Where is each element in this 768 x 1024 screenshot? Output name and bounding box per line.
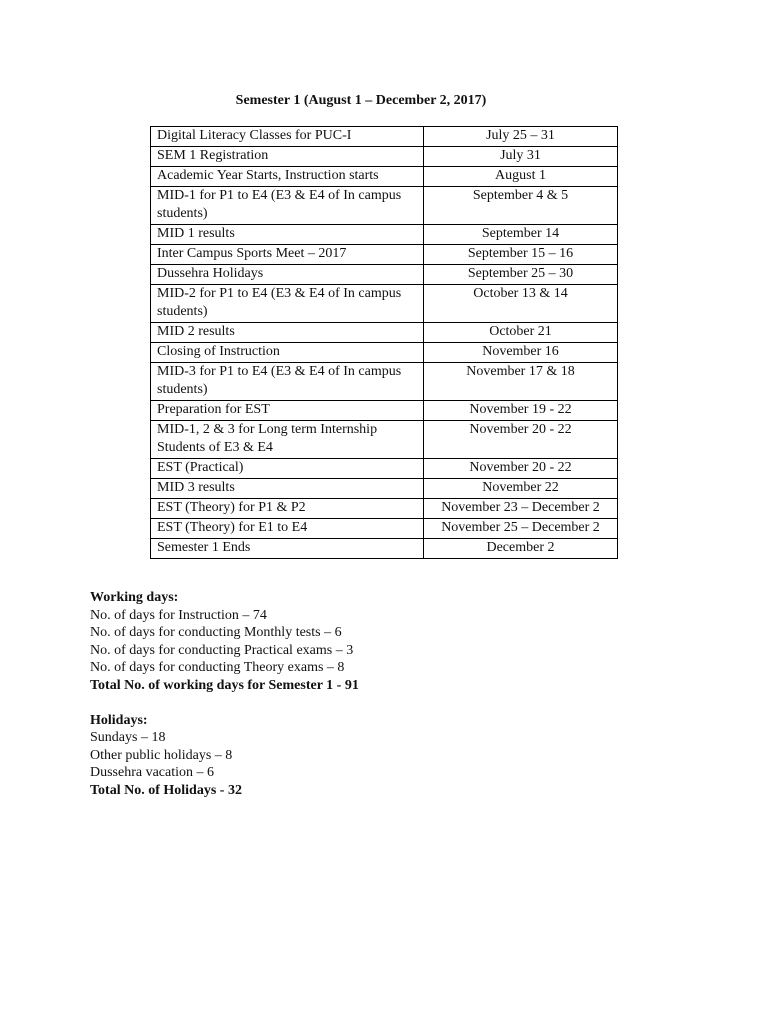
date-cell: November 23 – December 2: [424, 499, 618, 519]
table-row: [151, 479, 618, 499]
table-row: [151, 519, 618, 539]
table-row: [151, 539, 618, 559]
working-days-heading: Working days:: [90, 590, 179, 605]
table-row: [151, 245, 618, 265]
holidays-heading: Holidays:: [90, 712, 148, 728]
event-cell: Digital Literacy Classes for PUC-I: [151, 127, 424, 147]
date-cell: November 22: [424, 479, 618, 499]
event-cell: Preparation for EST: [151, 401, 424, 421]
table-row: [151, 401, 618, 421]
table-row: [151, 343, 618, 363]
table-row: [151, 187, 618, 225]
date-cell: July 25 – 31: [424, 127, 618, 147]
table-row: [151, 147, 618, 167]
summary-notes: [90, 589, 690, 800]
date-cell: November 20 - 22: [424, 459, 618, 479]
event-cell: Academic Year Starts, Instruction starts: [151, 167, 424, 187]
date-cell: November 16: [424, 343, 618, 363]
date-cell: November 25 – December 2: [424, 519, 618, 539]
event-cell: MID 2 results: [151, 323, 424, 343]
schedule-table-body: [151, 127, 618, 559]
working-days-line: No. of days for conducting Practical exams – 3: [90, 642, 354, 658]
holidays-line: Sundays – 18: [90, 730, 166, 746]
event-cell: MID 1 results: [151, 225, 424, 245]
table-row: [151, 421, 618, 459]
schedule-table: [150, 126, 618, 559]
holidays-total: Total No. of Holidays - 32: [90, 782, 242, 798]
working-days-line: No. of days for conducting Theory exams – 8: [90, 660, 345, 676]
event-cell: MID-2 for P1 to E4 (E3 & E4 of In campus students): [151, 285, 424, 323]
event-cell: EST (Practical): [151, 459, 424, 479]
event-cell: MID-3 for P1 to E4 (E3 & E4 of In campus students): [151, 363, 424, 401]
page-title: Semester 1 (August 1 – December 2, 2017): [235, 93, 487, 108]
table-row: [151, 323, 618, 343]
date-cell: November 17 & 18: [424, 363, 618, 401]
date-cell: September 15 – 16: [424, 245, 618, 265]
event-cell: Closing of Instruction: [151, 343, 424, 363]
working-days-line: No. of days for Instruction – 74: [90, 607, 267, 623]
table-row: [151, 225, 618, 245]
table-row: [151, 499, 618, 519]
date-cell: October 21: [424, 323, 618, 343]
table-row: [151, 363, 618, 401]
date-cell: November 20 - 22: [424, 421, 618, 459]
event-cell: MID-1 for P1 to E4 (E3 & E4 of In campus students): [151, 187, 424, 225]
date-cell: August 1: [424, 167, 618, 187]
working-days-line: No. of days for conducting Monthly tests – 6: [90, 625, 342, 641]
event-cell: Inter Campus Sports Meet – 2017: [151, 245, 424, 265]
holidays-line: Dussehra vacation – 6: [90, 765, 215, 781]
table-row: [151, 167, 618, 187]
event-cell: SEM 1 Registration: [151, 147, 424, 167]
date-cell: September 14: [424, 225, 618, 245]
event-cell: Dussehra Holidays: [151, 265, 424, 285]
event-cell: MID 3 results: [151, 479, 424, 499]
date-cell: July 31: [424, 147, 618, 167]
event-cell: MID-1, 2 & 3 for Long term Internship Students of E3 & E4: [151, 421, 424, 459]
event-cell: EST (Theory) for P1 & P2: [151, 499, 424, 519]
holidays-line: Other public holidays – 8: [90, 747, 233, 763]
section-spacer: [90, 695, 690, 712]
event-cell: EST (Theory) for E1 to E4: [151, 519, 424, 539]
date-cell: September 25 – 30: [424, 265, 618, 285]
date-cell: December 2: [424, 539, 618, 559]
date-cell: November 19 - 22: [424, 401, 618, 421]
table-row: [151, 285, 618, 323]
table-row: [151, 265, 618, 285]
table-row: [151, 127, 618, 147]
date-cell: September 4 & 5: [424, 187, 618, 225]
event-cell: Semester 1 Ends: [151, 539, 424, 559]
table-row: [151, 459, 618, 479]
date-cell: October 13 & 14: [424, 285, 618, 323]
working-days-total: Total No. of working days for Semester 1 - 91: [90, 677, 359, 693]
